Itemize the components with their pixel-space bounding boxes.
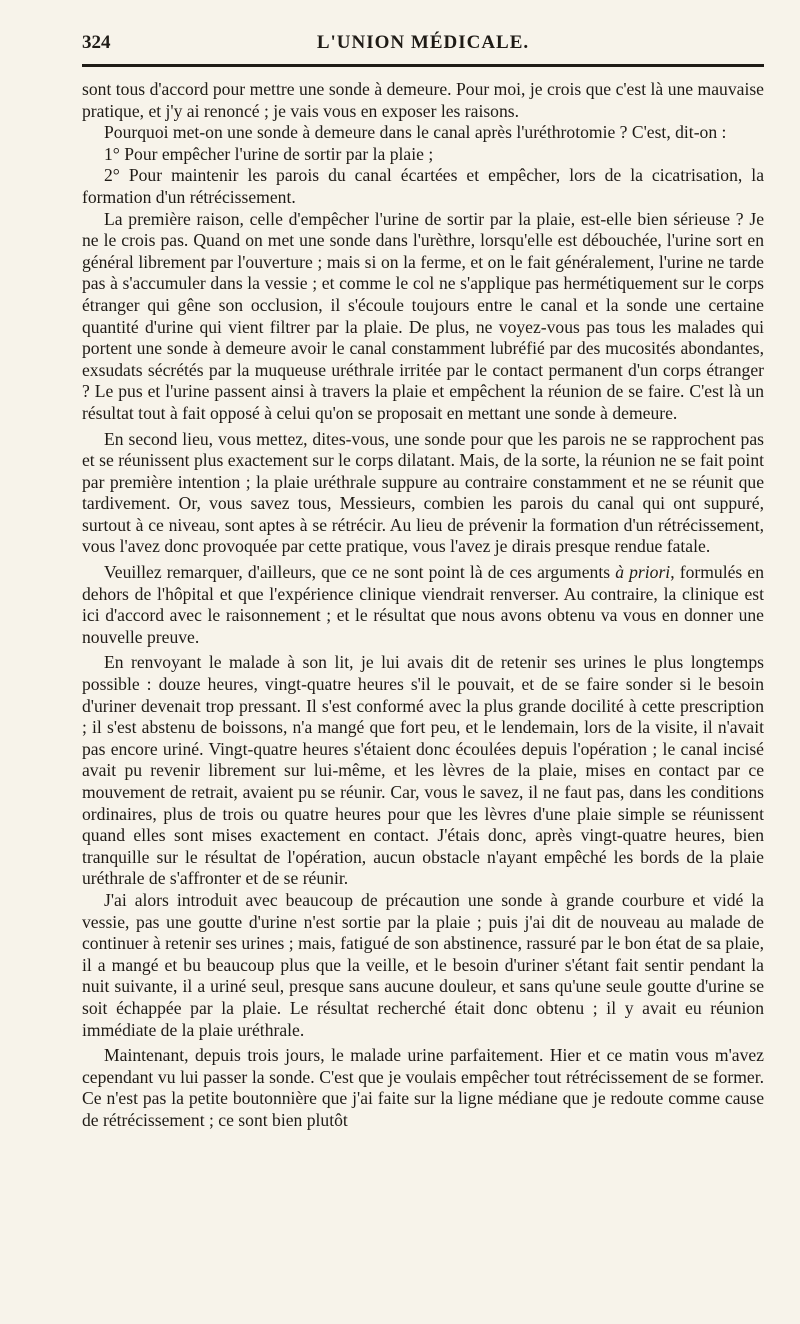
header-rule	[82, 64, 764, 67]
paragraph-text: Veuillez remarquer, d'ailleurs, que ce ne sont point là de ces arguments	[104, 562, 616, 583]
paragraph: 2° Pour maintenir les parois du canal écartées et empêcher, lors de la cicatrisation, la formation d'un rétrécissement.	[82, 165, 764, 207]
body-text	[82, 79, 764, 1132]
paragraph: Pourquoi met-on une sonde à demeure dans le canal après l'uréthrotomie ? C'est, dit-on :	[104, 122, 727, 143]
running-title: L'UNION MÉDICALE.	[316, 32, 530, 53]
page-number: 324	[82, 32, 111, 53]
italic-phrase: à priori	[615, 562, 671, 583]
paragraph: Maintenant, depuis trois jours, le malade urine parfaitement. Hier et ce matin vous m'avez cependant vu lui passer la sonde. C'est que je voulais empêcher tout rétrécissement de se former. Ce n'est pas la petite boutonnière que j'ai faite sur la ligne médiane que je redoute comme cause de rétrécissement ; ce sont bien plutôt	[82, 1045, 764, 1130]
paragraph: 1° Pour empêcher l'urine de sortir par la plaie ;	[104, 143, 434, 164]
paragraph: sont tous d'accord pour mettre une sonde à demeure. Pour moi, je crois que c'est là une mauvaise pratique, et j'y ai renoncé ; je vais vous en exposer les raisons.	[82, 79, 764, 121]
paragraph: En second lieu, vous mettez, dites-vous, une sonde pour que les parois ne se rapprochent pas et se réunissent plus exactement sur le corps dilatant. Mais, de la sorte, la réunion ne se fait point par première intention ; la plaie uréthrale suppure au contraire constamment et ne se réunit que tardivement. Or, vous savez tous, Messieurs, combien les parois du canal qui ont suppuré, surtout à ce niveau, sont aptes à se rétrécir. Au lieu de prévenir la formation d'un rétrécissement, vous l'avez donc provoquée par cette pratique, vous l'avez je dirais presque rendue fatale.	[82, 428, 764, 557]
paragraph-text: , formulés en dehors de l'hôpital et que l'expérience clinique viendrait renverser. Au contraire, la clinique est ici d'accord avec le raisonnement ; et le résultat que nous avons obtenu va vous en donner une nouvelle preuve.	[82, 562, 764, 647]
paragraph: En renvoyant le malade à son lit, je lui avais dit de retenir ses urines le plus longtemps possible : douze heures, vingt-quatre heures s'il le pouvait, et de se faire sonder si le besoin d'uriner devenait trop pressant. Il s'est conformé avec la plus grande docilité à cette prescription ; il s'est abstenu de boissons, n'a mangé que fort peu, et le lendemain, lors de la visite, il n'avait pas encore uriné. Vingt-quatre heures s'étaient donc écoulées depuis l'opération ; le canal incisé avait pu revenir librement sur lui-même, et les lèvres de la plaie, mises en contact par ce mouvement de retrait, avaient pu se réunir. Car, vous le savez, il ne faut pas, dans les conditions ordinaires, plus de trois ou quatre heures pour que les lèvres d'une plaie simple se réunissent quand elles sont mises exactement en contact. J'étais donc, après vingt-quatre heures, bien tranquille sur le résultat de l'opération, aucun obstacle n'ayant empêché les bords de la plaie uréthrale de s'affronter et de se réunir.	[82, 652, 764, 889]
page-header	[82, 26, 764, 60]
paragraph: J'ai alors introduit avec beaucoup de précaution une sonde à grande courbure et vidé la vessie, pas une goutte d'urine n'est sortie par la plaie ; puis j'ai dit de nouveau au malade de continuer à retenir ses urines ; mais, fatigué de son abstinence, rassuré par le bon état de sa plaie, il a mangé et bu beaucoup plus que la veille, et le besoin d'uriner s'étant fait sentir pendant la nuit suivante, il a uriné seul, presque sans aucune douleur, et sans qu'une seule goutte d'urine se soit échappée par la plaie. Le résultat recherché était donc obtenu ; il y avait eu réunion immédiate de la plaie uréthrale.	[82, 889, 764, 1040]
paragraph: La première raison, celle d'empêcher l'urine de sortir par la plaie, est-elle bien sérieuse ? Je ne le crois pas. Quand on met une sonde dans l'urèthre, lorsqu'elle est débouchée, l'urine sort en général librement par l'ouverture ; mais si on la ferme, et on le fait généralement, l'urine ne tarde pas à s'accumuler dans la vessie ; et comme le col ne s'applique pas hermétiquement sur le corps étranger qui gêne son occlusion, il s'écoule toujours entre le canal et la sonde une certaine quantité d'urine qui vient filtrer par la plaie. De plus, ne voyez-vous pas tous les malades qui portent une sonde à demeure avoir le canal constamment lubréfié par des mucosités abondantes, exsudats sécrétés par la muqueuse uréthrale irritée par le contact permanent d'un corps étranger ? Le pus et l'urine passent ainsi à travers la plaie et empêchent la réunion de se faire. C'est là un résultat tout à fait opposé à celui qu'on se proposait en mettant une sonde à demeure.	[82, 208, 764, 423]
paragraph	[82, 562, 764, 648]
